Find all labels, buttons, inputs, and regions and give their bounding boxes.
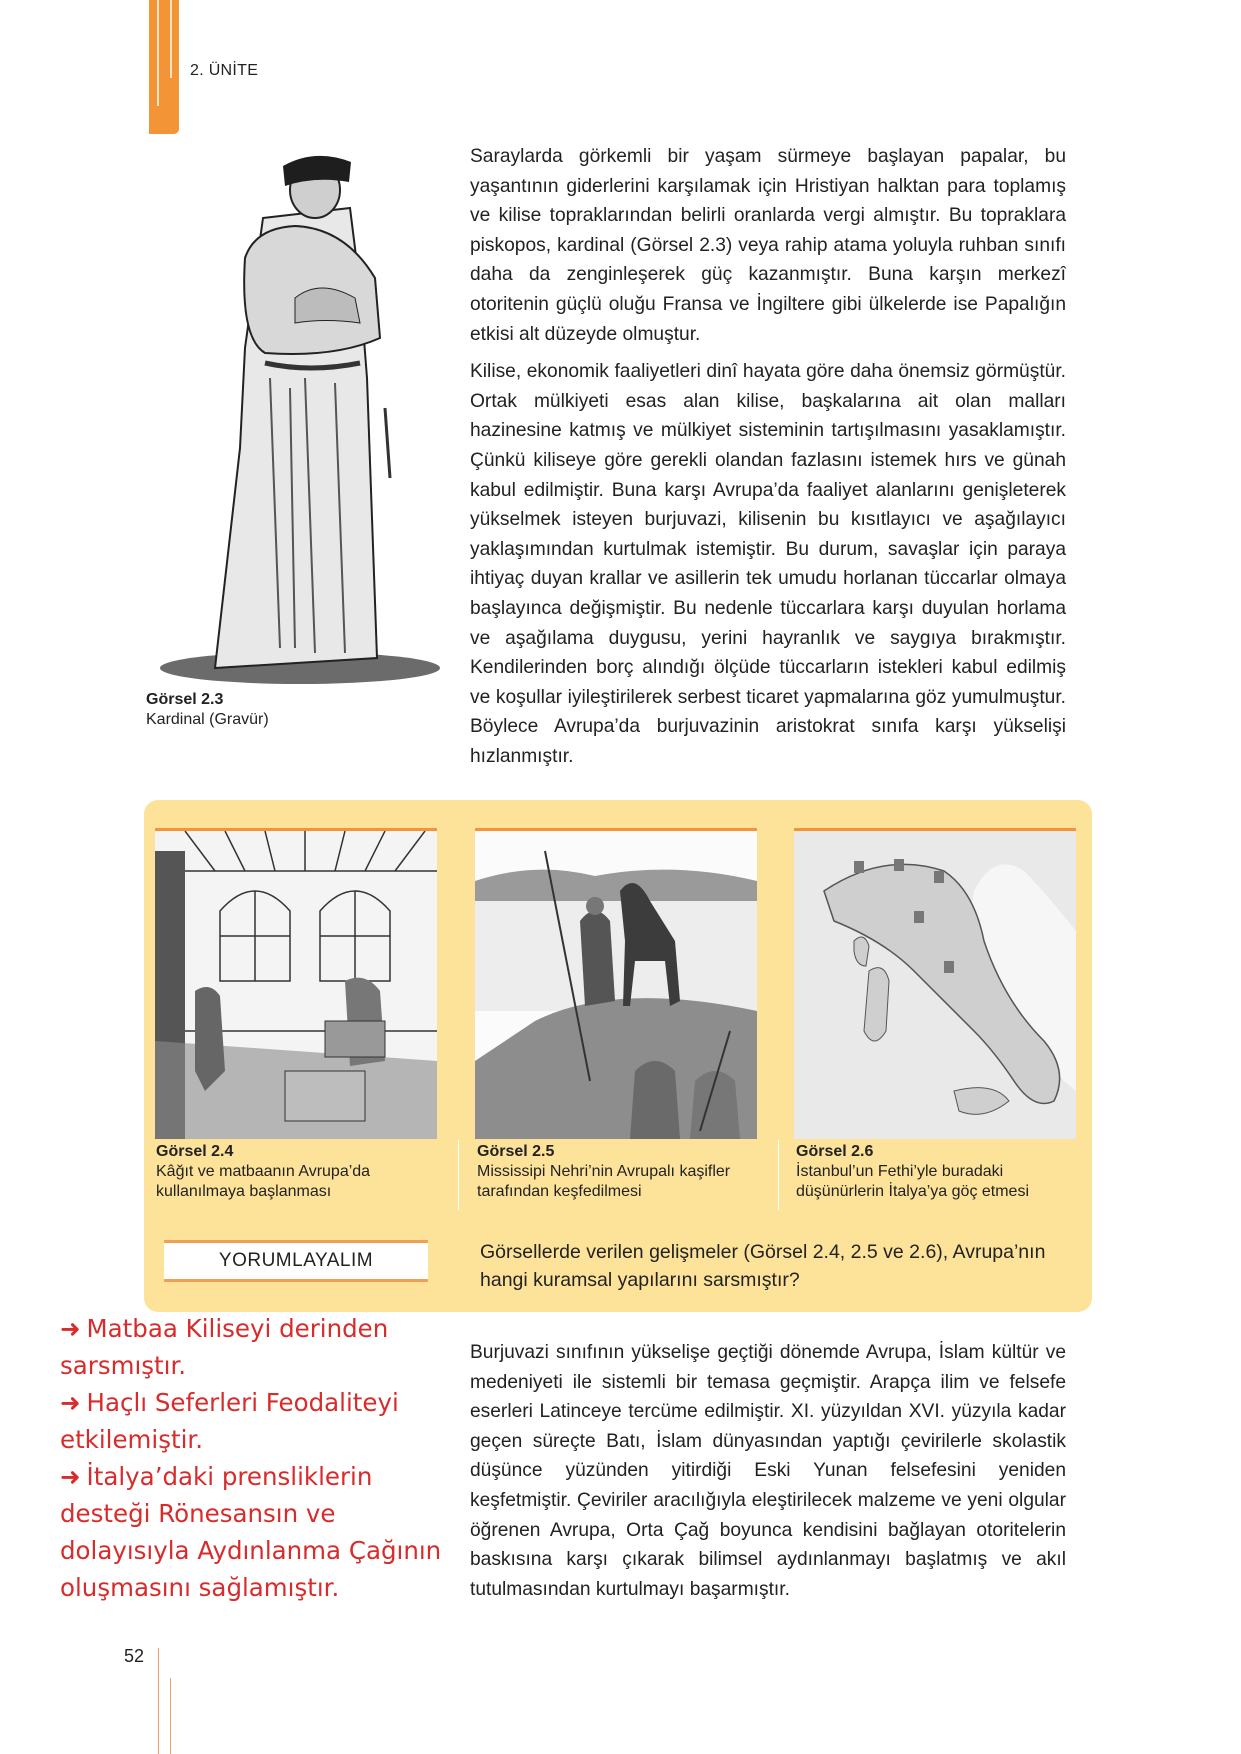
answer-text: İtalya’daki prensliklerin desteği Rönesansın ve dolayısıyla Aydınlanma Çağının oluşmasını sağlamıştır.	[60, 1462, 442, 1602]
cardinal-engraving-image	[145, 148, 445, 688]
figure-2-5-caption	[477, 1142, 762, 1202]
printing-press-image	[155, 828, 437, 1139]
paragraph: Burjuvazi sınıfının yükselişe geçtiği dönemde Avrupa, İslam kültür ve medeniyeti ile sistemli bir temasa geçmiştir. Arapça ilim ve felsefe eserleri Latinceye tercüme edilmiştir. XI. yüzyıldan XVI. yüzyıla kadar geçen süreçte Batı, İslam dünyasından yaptığı çevirilerle skolastik düşünce yüzünden yitirdiği Eski Yunan felsefesini yeniden keşfetmiştir. Çeviriler aracılığıyla eleştirilecek malzeme ve yeni olgular öğrenen Avrupa, Orta Çağ boyunca kendisini bağlayan otoritelerin baskısına karşı çıkarak bilimsel aydınlanmayı başlatmış ve akıl tutulmasından kurtulmayı başarmıştır.	[470, 1342, 1066, 1600]
answer-item	[60, 1458, 460, 1606]
answer-text: Matbaa Kiliseyi derinden sarsmıştır.	[60, 1314, 389, 1380]
footer-line	[170, 1678, 171, 1754]
arrow-right-icon: ➜	[60, 1314, 81, 1343]
answer-item	[60, 1310, 460, 1384]
figure-caption-text: Kardinal (Gravür)	[146, 711, 269, 728]
figure-number: Görsel 2.4	[156, 1143, 234, 1160]
main-text-top	[470, 142, 1066, 779]
unit-label: 2. ÜNİTE	[190, 62, 259, 79]
unit-tab-decoration	[149, 0, 179, 134]
figure-2-3-caption	[146, 690, 269, 730]
figure-caption-text: Mississipi Nehri’nin Avrupalı kaşifler tarafından keşfedilmesi	[477, 1163, 731, 1200]
figure-number: Görsel 2.6	[796, 1143, 874, 1160]
caption-divider	[458, 1140, 459, 1210]
paragraph: Kilise, ekonomik faaliyetleri dinî hayata göre daha önemsiz görmüştür. Ortak mülkiyeti esas alan kilise, başkalarına ait olan malları hazinesine katmış ve mülkiyet sisteminin tartışılmasını yasaklamıştır. Çünkü kiliseye göre gerekli olandan fazlasını istemek hırs ve günah kabul edilmiştir. Buna karşı Avrupa’da faaliyet alanlarını genişleterek yükselmek isteyen burjuvazi, kilisenin bu kısıtlayıcı ve aşağılayıcı yaklaşımından kurtulmak istemiştir. Bu durum, savaşlar için paraya ihtiyaç duyan krallar ve asillerin tek umudu horlanan tüccarlar olmaya başlayınca değişmiştir. Bu nedenle tüccarlara karşı duyulan horlama ve aşağılama duygusu, yerini hayranlık ve saygıya bırakmıştır. Kendilerinden borç alındığı ölçüde tüccarların istekleri kabul edilmiş ve koşullar iyileştirilerek serbest ticaret yapmalarına göz yumulmuştur. Böylece Avrupa’da burjuvazinin aristokrat sınıfa karşı yükselişi hızlanmıştır.	[470, 361, 1066, 767]
answer-item	[60, 1384, 460, 1458]
figure-caption-text: Kâğıt ve matbaanın Avrupa’da kullanılmaya başlanması	[156, 1163, 371, 1200]
figure-number: Görsel 2.3	[146, 691, 224, 708]
page-number: 52	[124, 1646, 145, 1666]
italy-map-image	[794, 828, 1076, 1139]
answer-text: Haçlı Seferleri Feodaliteyi etkilemiştir.	[60, 1388, 399, 1454]
tab-stripe	[157, 0, 159, 106]
figure-caption-text: İstanbul’un Fethi’yle buradaki düşünürlerin İtalya’ya göç etmesi	[796, 1163, 1030, 1200]
explorers-image	[475, 828, 757, 1139]
tab-stripe	[170, 0, 172, 78]
handwritten-answers	[60, 1310, 460, 1606]
figure-2-6-caption	[796, 1142, 1081, 1202]
paragraph: Saraylarda görkemli bir yaşam sürmeye başlayan papalar, bu yaşantının giderlerini karşılamak için Hristiyan halktan para toplamış ve kilise topraklarından belirli oranlarda vergi almıştır. Bu topraklara piskopos, kardinal (Görsel 2.3) veya rahip atama yoluyla ruhban sınıfı daha da zenginleşerek güç kazanmıştır. Buna karşın merkezî otoritenin güçlü oluğu Fransa ve İngiltere gibi ülkelerde ise Papalığın etkisi alt düzeyde olmuştur.	[470, 146, 1066, 345]
arrow-right-icon: ➜	[60, 1388, 81, 1417]
arrow-right-icon: ➜	[60, 1462, 81, 1491]
main-text-bottom	[470, 1338, 1066, 1612]
activity-question: Görsellerde verilen gelişmeler (Görsel 2.4, 2.5 ve 2.6), Avrupa’nın hangi kuramsal yapılarını sarsmıştır?	[480, 1241, 1046, 1291]
figure-number: Görsel 2.5	[477, 1143, 555, 1160]
figure-2-4-caption	[156, 1142, 441, 1202]
caption-divider	[778, 1140, 779, 1210]
footer-line	[158, 1648, 159, 1754]
activity-label: YORUMLAYALIM	[164, 1240, 428, 1282]
